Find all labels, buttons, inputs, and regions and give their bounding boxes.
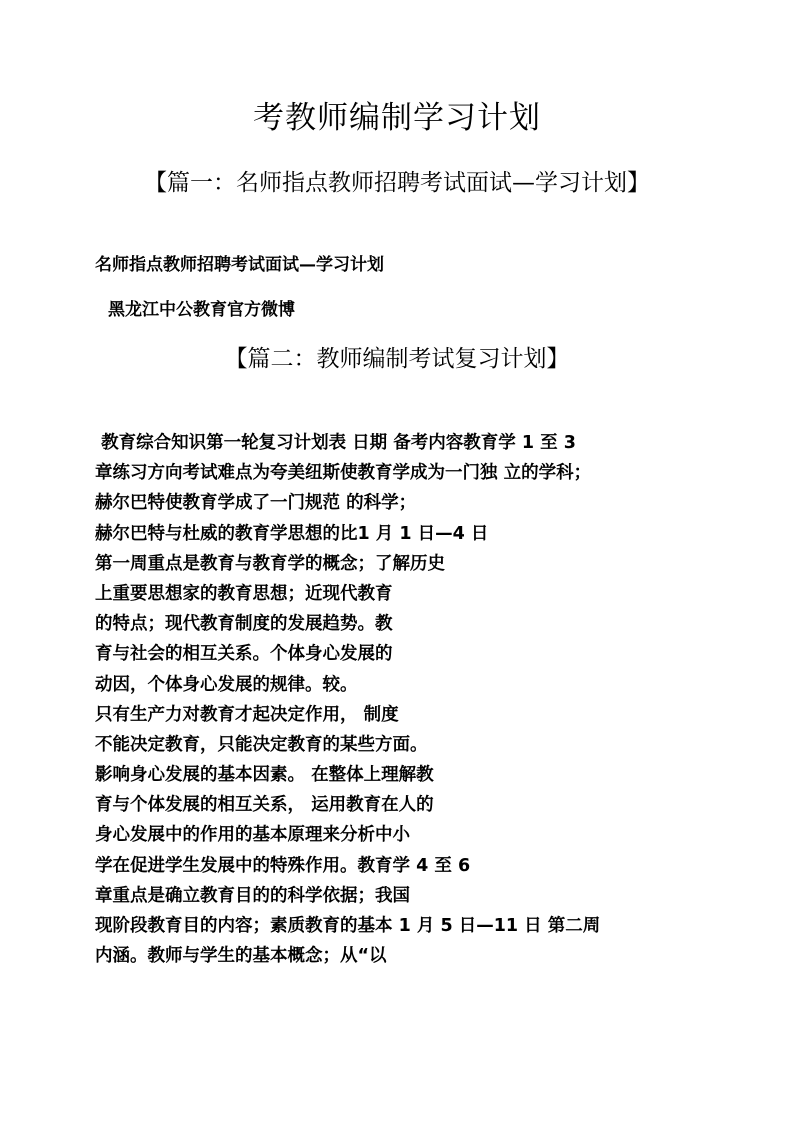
body-line: 育与社会的相互关系。个体身心发展的 bbox=[95, 644, 393, 665]
body-line: 教育综合知识第一轮复习计划表 日期 备考内容教育学 1 至 3 bbox=[95, 433, 576, 453]
section-heading-2: 【篇二：教师编制考试复习计划】 bbox=[224, 346, 570, 372]
body-line: 赫尔巴特与杜威的教育学思想的比1 月 1 日—4 日 bbox=[95, 523, 489, 544]
body-line: 章重点是确立教育目的的科学依据；我国 bbox=[95, 885, 410, 906]
body-line: 育与个体发展的相互关系， 运用教育在人的 bbox=[95, 795, 434, 816]
body-line: 上重要思想家的教育思想；近现代教育 bbox=[95, 583, 393, 604]
document-title: 考教师编制学习计划 bbox=[253, 100, 541, 136]
section-1-subtitle: 名师指点教师招聘考试面试—学习计划 bbox=[95, 255, 384, 275]
body-line: 第一周重点是教育与教育学的概念；了解历史 bbox=[95, 553, 445, 574]
body-line: 现阶段教育目的内容；素质教育的基本 1 月 5 日—11 日 第二周 bbox=[95, 916, 601, 936]
body-line: 的特点；现代教育制度的发展趋势。教 bbox=[95, 614, 393, 635]
body-line: 章练习方向考试难点为夸美纽斯使教育学成为一门独 立的学科； bbox=[95, 463, 592, 484]
body-line: 不能决定教育，只能决定教育的某些方面。 bbox=[95, 734, 428, 755]
body-line: 学在促进学生发展中的特殊作用。教育学 4 至 6 bbox=[95, 855, 471, 876]
section-1-source: 黑龙江中公教育官方微博 bbox=[108, 300, 295, 320]
body-line: 赫尔巴特使教育学成了一门规范 的科学； bbox=[95, 493, 417, 514]
body-line: 内涵。教师与学生的基本概念；从“以 bbox=[95, 946, 387, 967]
section-2-body bbox=[95, 428, 735, 971]
body-line: 动因，个体身心发展的规律。较。 bbox=[95, 674, 358, 695]
section-heading-1: 【篇一：名师指点教师招聘考试面试—学习计划】 bbox=[144, 170, 650, 196]
body-line: 身心发展中的作用的基本原理来分析中小 bbox=[95, 825, 410, 846]
body-line: 影响身心发展的基本因素。 在整体上理解教 bbox=[95, 765, 434, 786]
body-line: 只有生产力对教育才起决定作用， 制度 bbox=[95, 704, 399, 725]
